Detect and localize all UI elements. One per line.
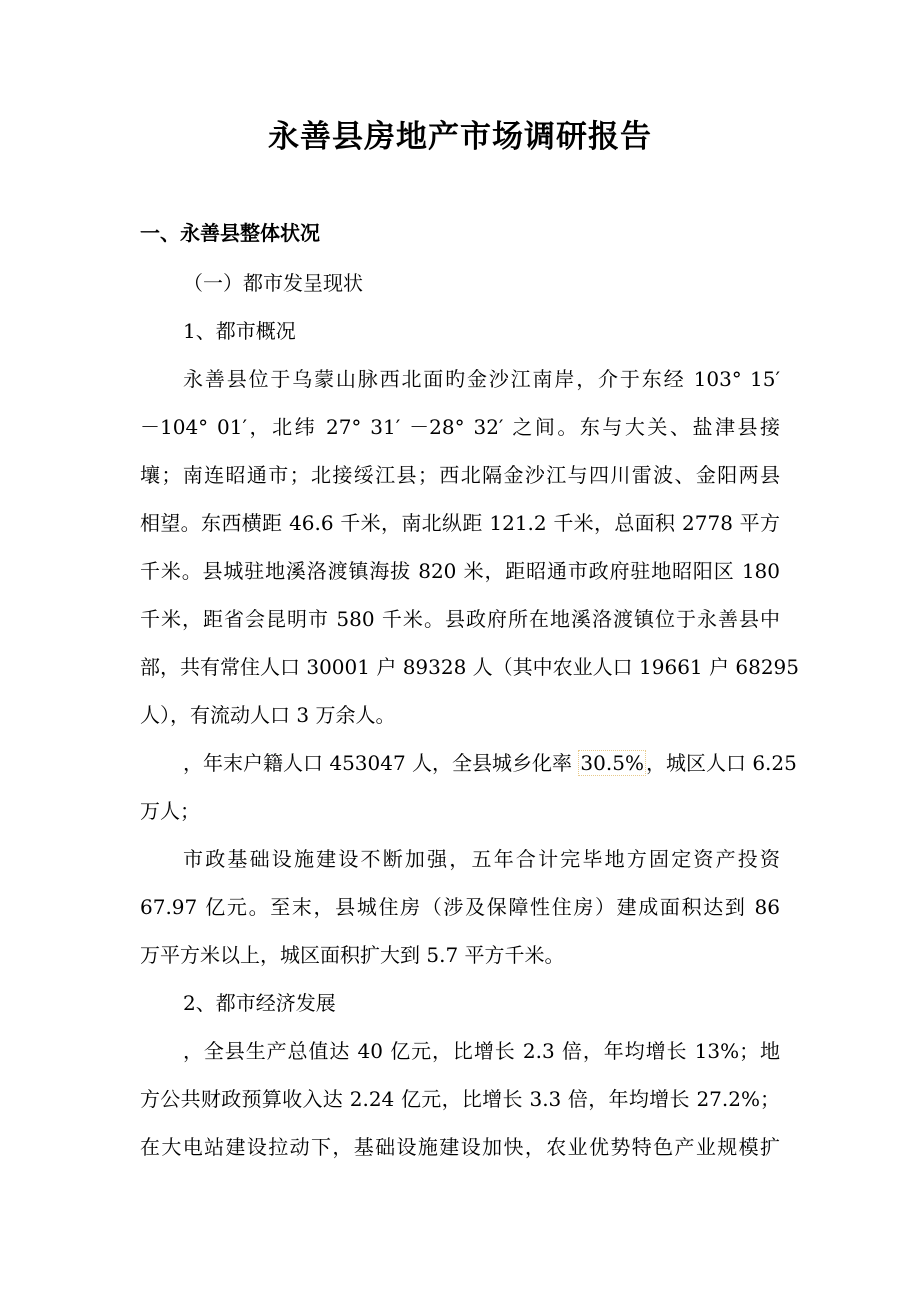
highlighted-value: 30.5% [580,751,644,775]
item-heading-2: 2、都市经济发展 [183,991,336,1015]
paragraph-line: 千米。县城驻地溪洛渡镇海拔 820 米，距昭通市政府驻地昭阳区 180 [140,559,780,583]
paragraph-line: ，全县生产总值达 40 亿元，比增长 2.3 倍，年均增长 13%；地 [183,1039,780,1063]
paragraph-line: 部，共有常住人口 30001 户 89328 人（其中农业人口 19661 户 68295 [140,655,799,679]
section-heading: 一、永善县整体状况 [140,221,320,245]
subsection-heading: （一）都市发呈现状 [183,271,363,295]
paragraph-line: 壤；南连昭通市；北接绥江县；西北隔金沙江与四川雷波、金阳两县 [140,463,780,487]
document-title: 永善县房地产市场调研报告 [268,119,652,155]
item-heading-1: 1、都市概况 [183,319,296,343]
paragraph-line: 万人； [140,799,200,823]
paragraph-line: 人），有流动人口 3 万余人。 [140,703,396,727]
paragraph-line: 永善县位于乌蒙山脉西北面旳金沙江南岸，介于东经 103° 15′ [183,367,780,391]
paragraph-line: 方公共财政预算收入达 2.24 亿元，比增长 3.3 倍，年均增长 27.2%； [140,1087,780,1111]
text-span: ，城区人口 6.25 [645,751,797,775]
paragraph-line: 万平方米以上，城区面积扩大到 5.7 平方千米。 [140,943,565,967]
paragraph-line: －104° 01′，北纬 27° 31′ －28° 32′ 之间。东与大关、盐津县接 [140,415,780,439]
paragraph-line: 67.97 亿元。至末，县城住房（涉及保障性住房）建成面积达到 86 [140,895,780,919]
paragraph-line [183,746,797,780]
paragraph-line: 在大电站建设拉动下，基础设施建设加快，农业优势特色产业规模扩 [140,1135,780,1159]
paragraph-line: 千米，距省会昆明市 580 千米。县政府所在地溪洛渡镇位于永善县中 [140,607,780,631]
paragraph-line: 相望。东西横距 46.6 千米，南北纵距 121.2 千米，总面积 2778 平方 [140,511,780,535]
text-span: ，年末户籍人口 453047 人，全县城乡化率 [183,751,579,775]
paragraph-line: 市政基础设施建设不断加强，五年合计完毕地方固定资产投资 [183,847,780,871]
